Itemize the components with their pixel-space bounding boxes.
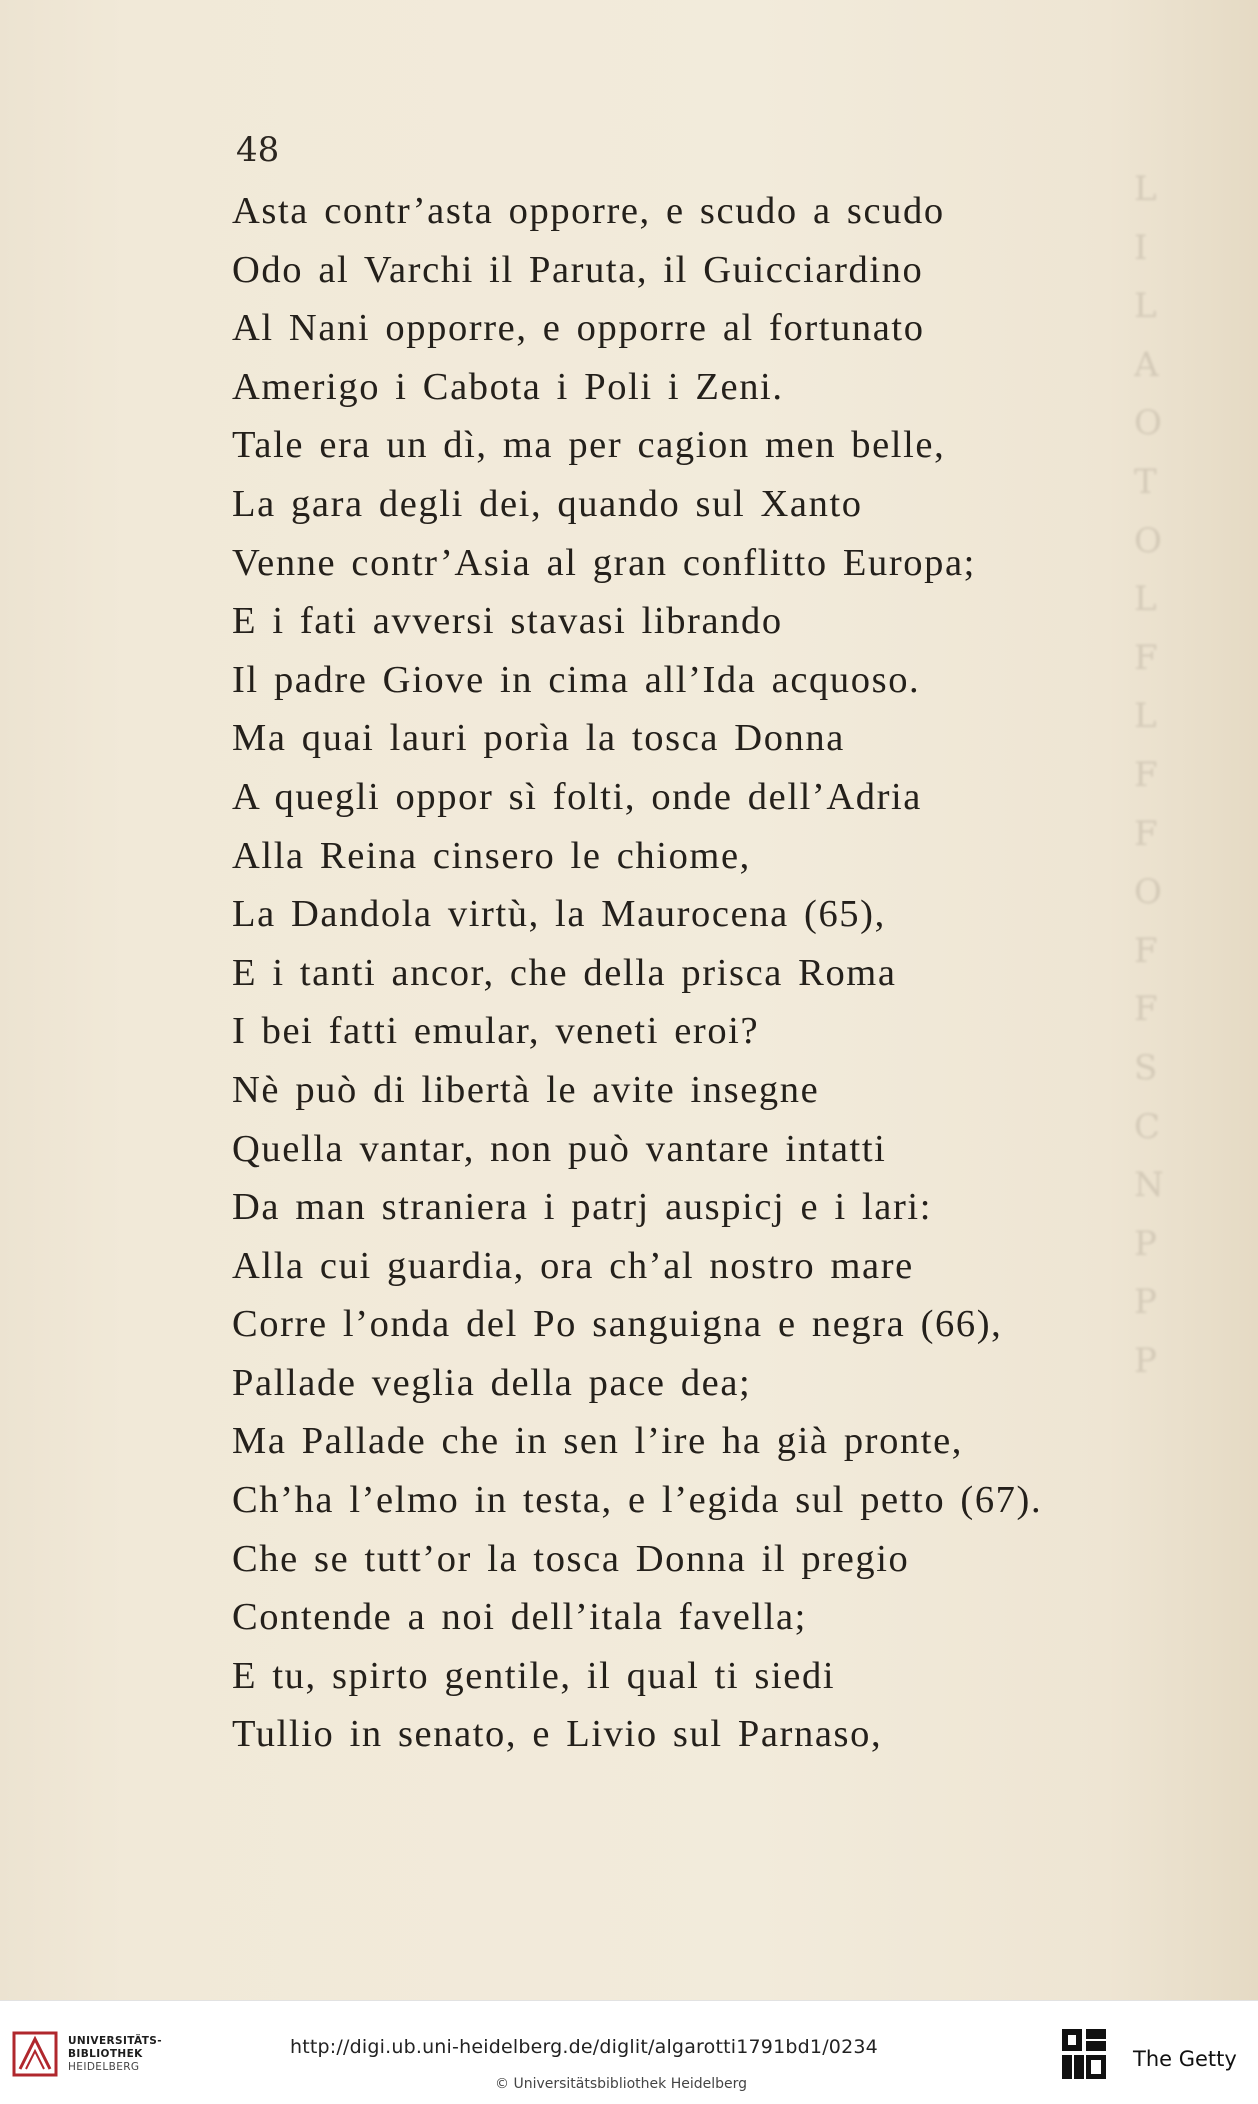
poem-line: Contende a noi dell’itala favella; bbox=[232, 1596, 807, 1639]
poem-line: Che se tutt’or la tosca Donna il pregio bbox=[232, 1537, 910, 1580]
poem-line: Ma quai lauri porìa la tosca Donna bbox=[232, 717, 845, 760]
poem-line: A quegli oppor sì folti, onde dell’Adria bbox=[232, 775, 922, 818]
library-name-line: HEIDELBERG bbox=[68, 2061, 140, 2073]
poem-line: Asta contr’asta opporre, e scudo a scudo bbox=[232, 190, 945, 232]
poem-line: Quella vantar, non può vantare intatti bbox=[232, 1127, 887, 1170]
poem-line: La Dandola virtù, la Maurocena (65), bbox=[232, 893, 886, 936]
permalink-url[interactable]: http://digi.ub.uni-heidelberg.de/diglit/algarotti1791bd1/0234 bbox=[290, 2036, 878, 2058]
poem-line: E tu, spirto gentile, il qual ti siedi bbox=[232, 1654, 836, 1697]
poem-line: E i tanti ancor, che della prisca Roma bbox=[232, 951, 897, 994]
poem-line: Tullio in senato, e Livio sul Parnaso, bbox=[232, 1713, 883, 1756]
poem-line: Pallade veglia della pace dea; bbox=[232, 1361, 752, 1404]
poem-line: Odo al Varchi il Paruta, il Guicciardino bbox=[232, 248, 924, 291]
poem-line: Il padre Giove in cima all’Ida acquoso. bbox=[232, 658, 921, 701]
show-through-text: L I L A O T O L F L F F O F F S C N P P P bbox=[1134, 169, 1164, 1381]
poem-line: Amerigo i Cabota i Poli i Zeni. bbox=[232, 365, 784, 408]
poem-line: Alla cui guardia, ora ch’al nostro mare bbox=[232, 1244, 914, 1287]
poem-line: Da man straniera i patrj auspicj e i lari: bbox=[232, 1186, 932, 1229]
page-number: 48 bbox=[236, 130, 280, 170]
library-name-line: UNIVERSITÄTS- bbox=[68, 2035, 163, 2047]
poem-line: Tale era un dì, ma per cagion men belle, bbox=[232, 424, 946, 467]
poem-line: I bei fatti emular, veneti eroi? bbox=[232, 1010, 760, 1053]
getty-logo-icon[interactable] bbox=[1060, 2027, 1110, 2083]
poem-line: Venne contr’Asia al gran conflitto Europa; bbox=[232, 541, 976, 584]
poem-line: Corre l’onda del Po sanguigna e negra (66), bbox=[232, 1303, 1003, 1346]
poem-line: La gara degli dei, quando sul Xanto bbox=[232, 482, 863, 525]
poem-text bbox=[232, 182, 1132, 1764]
footer-bar bbox=[0, 2000, 1258, 2104]
poem-line: Ch’ha l’elmo in testa, e l’egida sul petto (67). bbox=[232, 1479, 1043, 1522]
university-library-logo-icon[interactable] bbox=[12, 2031, 58, 2077]
poem-line: Al Nani opporre, e opporre al fortunato bbox=[232, 307, 925, 350]
poem-line: Alla Reina cinsero le chiome, bbox=[232, 834, 751, 877]
poem-line: Nè può di libertà le avite insegne bbox=[232, 1068, 820, 1111]
university-library-name[interactable] bbox=[68, 2035, 162, 2074]
copyright-notice: © Universitätsbibliothek Heidelberg bbox=[495, 2076, 748, 2092]
getty-label[interactable]: The Getty bbox=[1133, 2047, 1237, 2071]
poem-line: E i fati avversi stavasi librando bbox=[232, 600, 783, 643]
poem-line: Ma Pallade che in sen l’ire ha già pronte, bbox=[232, 1420, 964, 1463]
library-name-line: BIBLIOTHEK bbox=[68, 2048, 143, 2060]
